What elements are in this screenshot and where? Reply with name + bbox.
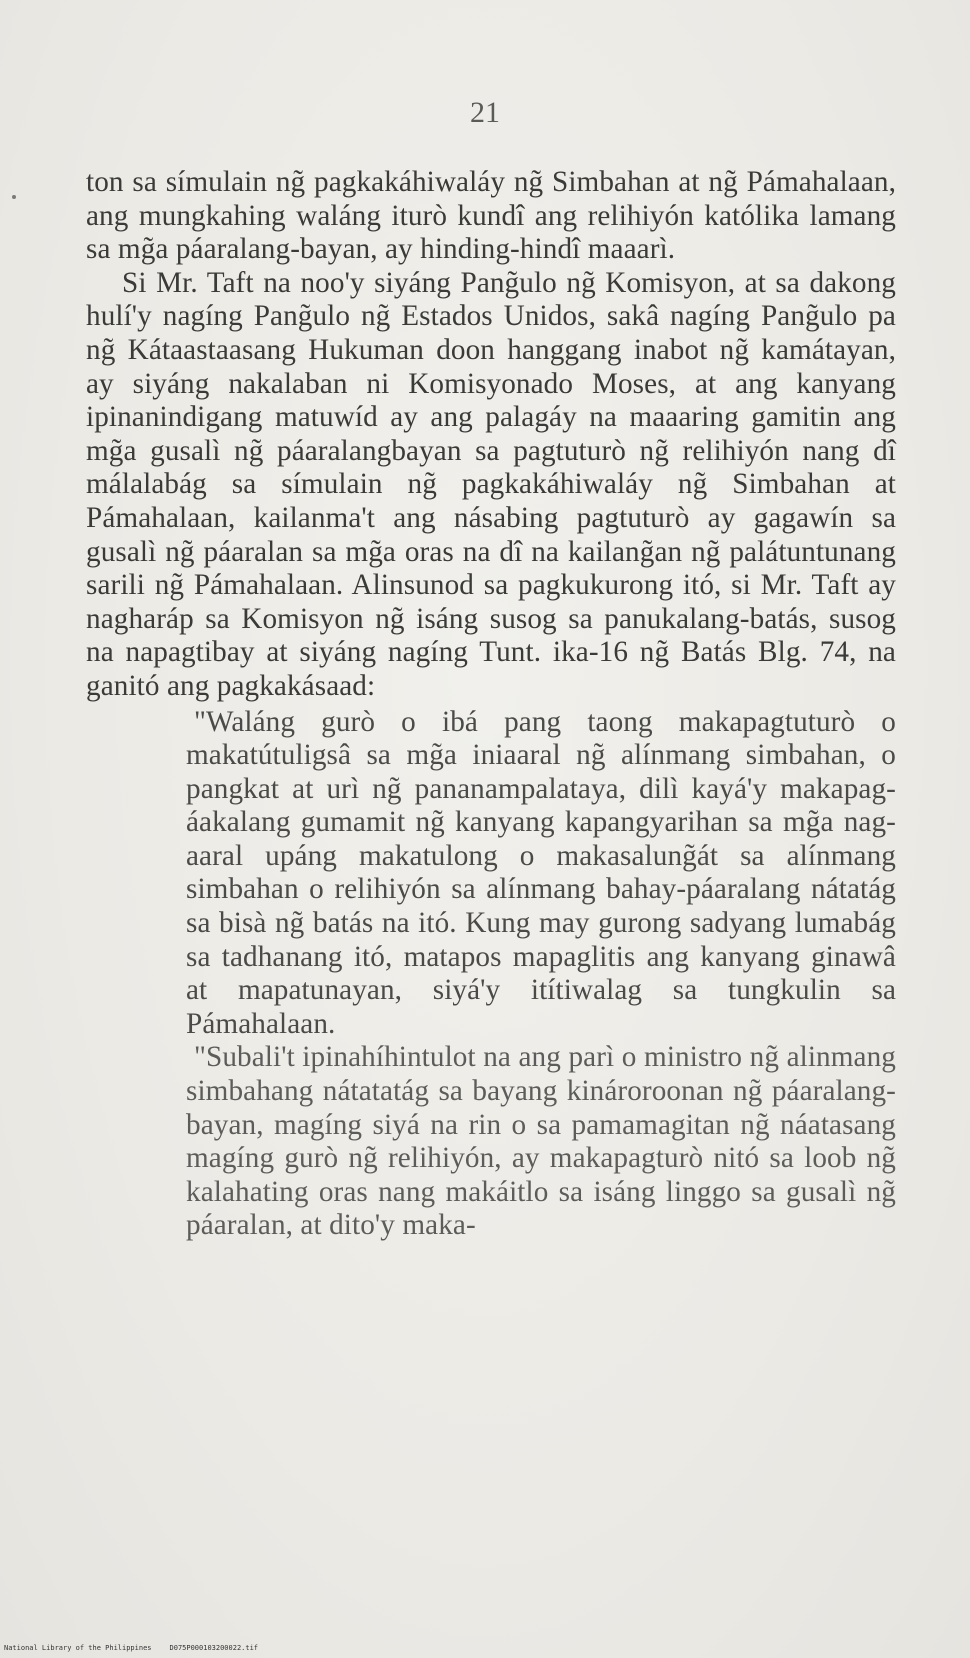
scan-footer (4, 1644, 276, 1652)
body-text (86, 166, 896, 1243)
footer-filename: D075P000103200022.tif (169, 1644, 259, 1652)
footer-library: National Library of the Philippines (4, 1644, 152, 1652)
paragraph-continuation: ton sa símulain ng̃ pagkakáhiwaláy ng̃ Simbahan at ng̃ Pámahalaan, ang mungkahing waláng iturò kundî ang relihiyón katólika lamang sa mg̃a páaralang-bayan, ay hinding-hindî maaarì. (86, 166, 896, 266)
scan-speck (12, 195, 16, 199)
page-number: 21 (470, 96, 500, 129)
paragraph-taft: Si Mr. Taft na noo'y siyáng Pang̃ulo ng̃ Komisyon, at sa dakong hulí'y nagíng Pang̃ulo ng̃ Estados Unidos, sakâ nagíng Pang̃ulo pa ng̃ Kátaastaasang Hukuman doon hanggang inabot ng̃ kamátayan, ay siyáng nakalaban ni Komisyonado Moses, at ang kanyang ipinanindigang matuwíd ay ang palagáy na maaaring gamitin ang mg̃a gusalì ng̃ páaralangbayan sa pagtuturò ng̃ relihiyón nang dî málalabág sa símulain ng̃ pagkakáhiwaláy ng̃ Simbahan at Pámahalaan, kailanma't ang násabing pagtuturò ay gagawín sa gusalì ng̃ páaralan sa mg̃a oras na dî na kailang̃an ng̃ palátuntunang sarili ng̃ Pámahalaan. Alinsunod sa pagkukurong itó, si Mr. Taft ay nagharáp sa Komisyon ng̃ isáng susog sa panukalang-batás, susog na napagtibay at siyáng nagíng Tunt. ika-16 ng̃ Batás Blg. 74, na ganitó ang pagkakásaad: (86, 266, 896, 702)
quoted-law-block (186, 706, 896, 1244)
quote-paragraph-1: "Waláng gurò o ibá pang taong makapagtuturò o makatútuligsâ sa mg̃a iniaaral ng̃ alínmang simbahan, o pangkat at urì ng̃ pananampalataya, dilì kayá'y makapag-áakalang gumamit ng̃ kanyang kapangyarihan sa mg̃a nag-aaral upáng makatulong o makasalung̃át sa alínmang simbahan o relihiyón sa alínmang bahay-páaralang nátatág sa bisà ng̃ batás na itó. Kung may gurong sadyang lumabág sa tadhanang itó, matapos mapaglitis ang kanyang ginawâ at mapatunayan, siyá'y itítiwalag sa tungkulin sa Pámahalaan. (186, 705, 896, 1040)
quote-paragraph-2: "Subali't ipinahíhintulot na ang parì o ministro ng̃ alinmang simbahang nátatatág sa bayang kinároroonan ng̃ páaralang-bayan, magíng siyá na rin o sa pamamagitan ng̃ náatasang magíng gurò ng̃ relihiyón, ay makapagturò nitó sa loob ng̃ kalahating oras nang makáitlo sa isáng linggo sa gusalì ng̃ páaralan, at dito'y maka- (186, 1041, 896, 1242)
